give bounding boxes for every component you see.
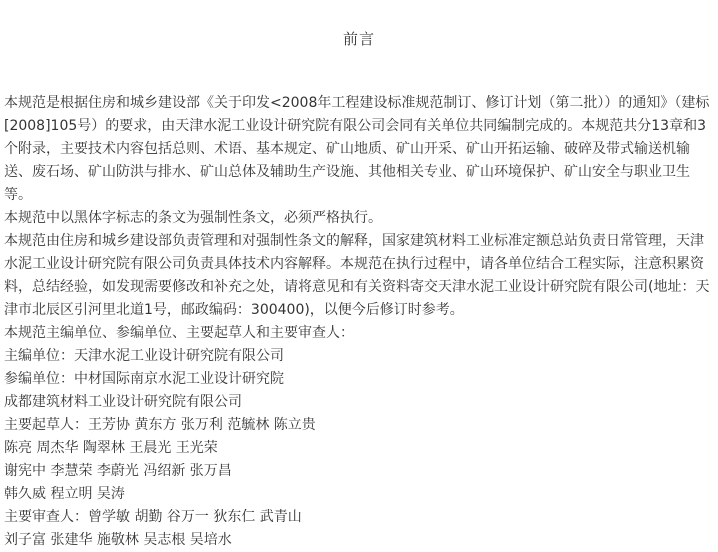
editors-intro-line: 本规范主编单位、参编单位、主要起草人和主要审查人： [4,325,354,341]
intro-paragraph: 本规范是根据住房和城乡建设部《关于印发<2008年工程建设标准规范制订、修订计划（第二批））的通知》（建标[2008]105号）的要求，由天津水泥工业设计研究院有限公司会同有关单位共同编制完成的。本规范共分13章和3个附录，主要技术内容包括总则、术语、基本规定、矿山地质、矿山开采、矿山开拓运输、破碎及带式输送机输送、废石场、矿山防洪与排水、矿山总体及辅助生产设施、其他相关专业、矿山环境保护、矿山安全与职业卫生等。 [4,95,710,203]
participating-unit-line-1: 参编单位：中材国际南京水泥工业设计研究院 [4,371,284,387]
chief-reviewers-line-1: 主要审查人：曾学敏 胡勤 谷万一 狄东仁 武青山 [4,509,302,525]
participating-unit-line-2: 成都建筑材料工业设计研究院有限公司 [4,394,242,410]
chief-reviewers-line-2: 刘子富 张建华 施敬林 吴志根 吴培水 [4,532,232,548]
chief-drafters-line-1: 主要起草人：王芳协 黄东方 张万利 范毓林 陈立贵 [4,417,316,433]
document-body [0,49,718,552]
chief-drafters-line-3: 谢宪中 李慧荣 李蔚光 冯绍新 张万昌 [4,463,232,479]
chief-drafters-line-2: 陈亮 周杰华 陶翠林 王晨光 王光荣 [4,440,218,456]
page-title: 前言 [342,30,375,48]
mandatory-clauses-note: 本规范中以黑体字标志的条文为强制性条文，必须严格执行。 [4,210,382,226]
administration-paragraph: 本规范由住房和城乡建设部负责管理和对强制性条文的解释，国家建筑材料工业标准定额总站负责日常管理，天津水泥工业设计研究院有限公司负责具体技术内容解释。本规范在执行过程中，请各单位结合工程实际，注意积累资料，总结经验，如发现需要修改和补充之处，请将意见和有关资料寄交天津水泥工业设计研究院有限公司(地址：天津市北辰区引河里北道1号，邮政编码：300400)，以便今后修订时参考。 [4,233,710,318]
chief-drafters-line-4: 韩久威 程立明 吴涛 [4,486,125,502]
chief-editor-unit-line: 主编单位：天津水泥工业设计研究院有限公司 [4,348,284,364]
